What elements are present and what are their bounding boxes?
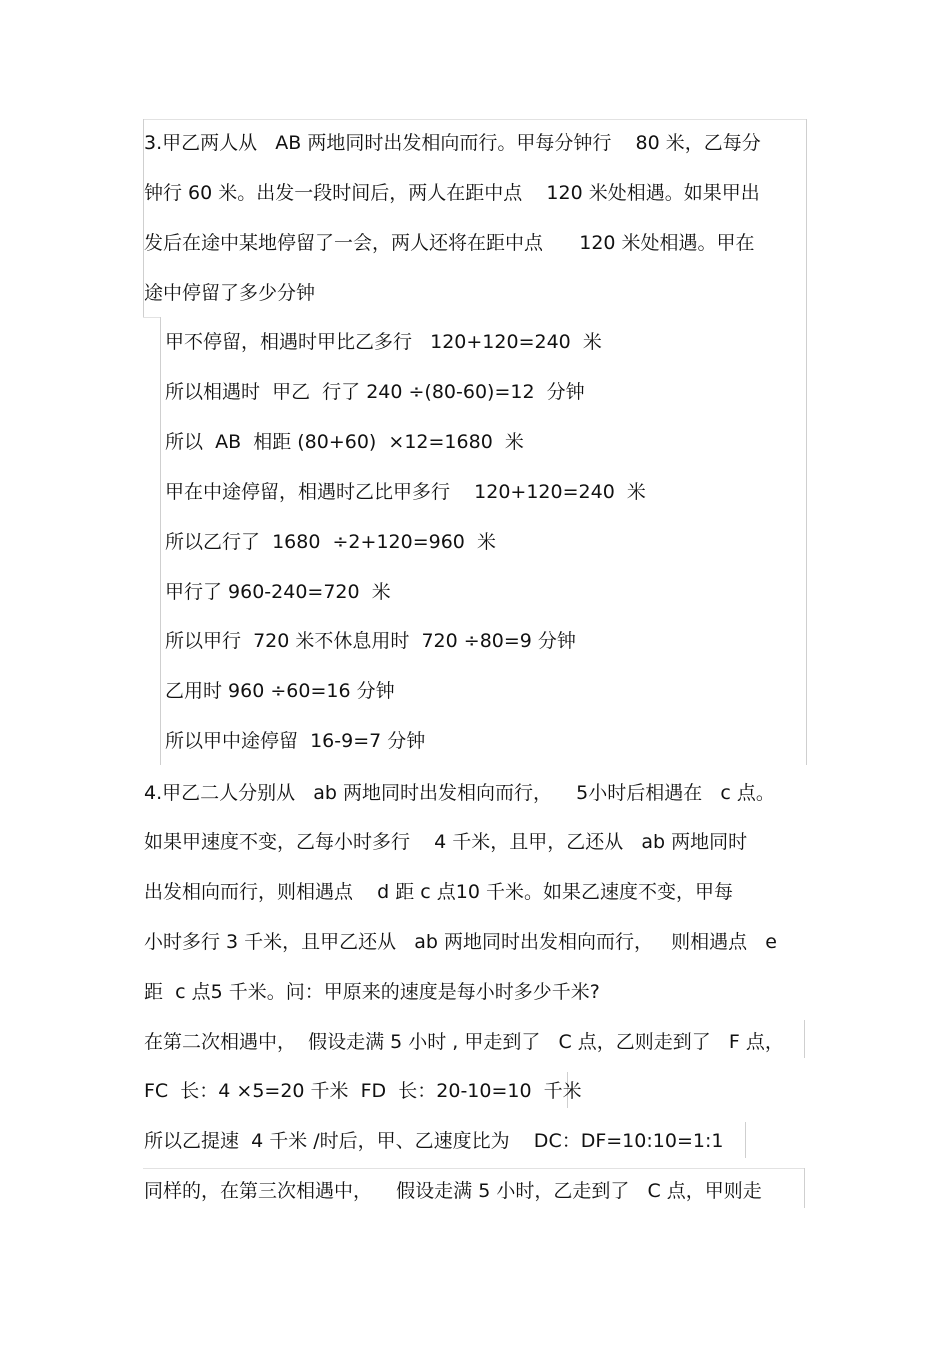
solution4-rule-3 bbox=[745, 1122, 746, 1158]
solution-3-line: 乙用时 960 ÷60=16 分钟 bbox=[165, 680, 395, 702]
solution3-left-rule bbox=[160, 317, 161, 765]
right-rule bbox=[806, 119, 807, 765]
problem-4-line: 出发相向而行，则相遇点 d 距 c 点10 千米。如果乙速度不变，甲每 bbox=[144, 881, 734, 903]
solution-4-line: 所以乙提速 4 千米 /时后，甲、乙速度比为 DC：DF=10:10=1:1 bbox=[144, 1130, 724, 1152]
problem-3-line: 钟行 60 米。出发一段时间后，两人在距中点 120 米处相遇。如果甲出 bbox=[144, 182, 760, 204]
problem-4-line: 距 c 点5 千米。问：甲原来的速度是每小时多少千米? bbox=[144, 981, 600, 1003]
solution-3-line: 所以相遇时 甲乙 行了 240 ÷(80-60)=12 分钟 bbox=[165, 381, 585, 403]
problem-4-line: 4.甲乙二人分别从 ab 两地同时出发相向而行， 5小时后相遇在 c 点。 bbox=[144, 782, 775, 804]
problem-3-line: 3.甲乙两人从 AB 两地同时出发相向而行。甲每分钟行 80 米，乙每分 bbox=[144, 132, 761, 154]
solution-4-line: FC 长：4 ×5=20 千米 FD 长：20-10=10 千米 bbox=[144, 1080, 582, 1102]
solution4-rule-4 bbox=[143, 1168, 805, 1169]
problem-4-line: 如果甲速度不变，乙每小时多行 4 千米，且甲，乙还从 ab 两地同时 bbox=[144, 831, 748, 853]
solution4-rule-1 bbox=[804, 1020, 805, 1058]
solution-4-line: 在第二次相遇中， 假设走满 5 小时 , 甲走到了 C 点，乙则走到了 F 点， bbox=[144, 1031, 784, 1053]
solution3-top-rule bbox=[143, 317, 161, 318]
problem-3-line: 发后在途中某地停留了一会，两人还将在距中点 120 米处相遇。甲在 bbox=[144, 232, 755, 254]
problem-4-line: 小时多行 3 千米，且甲乙还从 ab 两地同时出发相向而行， 则相遇点 e bbox=[144, 931, 777, 953]
solution-3-line: 所以甲中途停留 16-9=7 分钟 bbox=[165, 730, 426, 752]
solution-3-line: 所以乙行了 1680 ÷2+120=960 米 bbox=[165, 531, 496, 553]
solution-3-line: 甲行了 960-240=720 米 bbox=[165, 581, 391, 603]
solution-3-line: 所以甲行 720 米不休息用时 720 ÷80=9 分钟 bbox=[165, 630, 576, 652]
solution-3-line: 甲不停留，相遇时甲比乙多行 120+120=240 米 bbox=[165, 331, 602, 353]
solution-3-line: 所以 AB 相距 (80+60) ×12=1680 米 bbox=[165, 431, 524, 453]
problem-3-line: 途中停留了多少分钟 bbox=[144, 282, 316, 304]
solution-4-line: 同样的，在第三次相遇中， 假设走满 5 小时，乙走到了 C 点，甲则走 bbox=[144, 1180, 762, 1202]
solution-3-line: 甲在中途停留，相遇时乙比甲多行 120+120=240 米 bbox=[165, 481, 646, 503]
top-rule bbox=[143, 119, 807, 120]
solution4-rule-5 bbox=[804, 1168, 805, 1208]
